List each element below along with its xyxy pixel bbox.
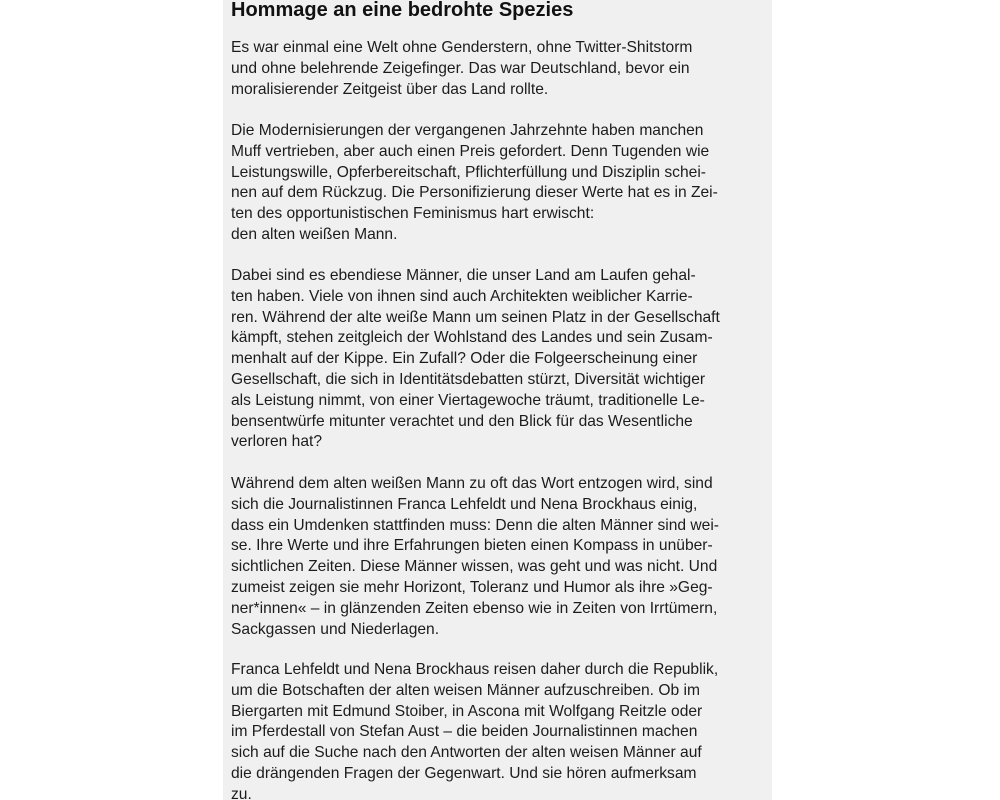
text-line: ten haben. Viele von ihnen sind auch Architekten weiblicher Karrie-	[231, 287, 693, 305]
text-line: dass ein Umdenken stattfinden muss: Denn die alten Männer sind wei-	[231, 516, 719, 534]
text-line: die drängenden Fragen der Gegenwart. Und sie hören aufmerksam	[231, 764, 697, 782]
paragraph-1	[231, 38, 692, 100]
text-line: ner*innen« – in glänzenden Zeiten ebenso wie in Zeiten von Irrtümern,	[231, 599, 718, 617]
text-line: verloren hat?	[231, 433, 323, 451]
text-line: ten des opportunistischen Feminismus hart erwischt:	[231, 205, 595, 223]
text-line: Während dem alten weißen Mann zu oft das Wort entzogen wird, sind	[231, 475, 713, 492]
text-line: Muff vertrieben, aber auch einen Preis gefordert. Denn Tugenden wie	[231, 142, 710, 160]
text-line: bensentwürfe mitunter verachtet und den Blick für das Wesentliche	[231, 412, 693, 430]
text-line: Sackgassen und Niederlagen.	[231, 620, 440, 638]
text-line: menhalt auf der Kippe. Ein Zufall? Oder die Folgeerscheinung einer	[231, 350, 698, 368]
paragraph-4	[231, 474, 719, 640]
paragraph-2	[231, 121, 718, 246]
text-line: sich auf die Suche nach den Antworten der alten weisen Männer auf	[231, 744, 702, 762]
text-line: zumeist zeigen sie mehr Horizont, Toleranz und Humor als ihre »Geg-	[231, 578, 713, 596]
text-line: um die Botschaften der alten weisen Männer aufzuschreiben. Ob im	[231, 681, 700, 699]
text-line: als Leistung nimmt, von einer Viertagewoche träumt, traditionelle Le-	[231, 391, 705, 409]
text-line: sich die Journalistinnen Franca Lehfeldt und Nena Brockhaus einig,	[231, 495, 698, 513]
text-line: kämpft, stehen zeitgleich der Wohlstand des Landes und sein Zusam-	[231, 329, 713, 347]
text-line: und ohne belehrende Zeigefinger. Das war Deutschland, bevor ein	[231, 59, 690, 77]
text-column	[223, 0, 772, 800]
text-line: den alten weißen Mann.	[231, 225, 398, 243]
text-line: se. Ihre Werte und ihre Erfahrungen bieten einen Kompass in unüber-	[231, 537, 713, 555]
text-line: nen auf dem Rückzug. Die Personifizierung dieser Werte hat es in Zei-	[231, 184, 718, 202]
text-line: im Pferdestall von Stefan Aust – die beiden Journalistinnen machen	[231, 723, 698, 741]
text-line: sichtlichen Zeiten. Diese Männer wissen, was geht und was nicht. Und	[231, 558, 718, 576]
text-line: Dabei sind es ebendiese Männer, die unser Land am Laufen gehal-	[231, 267, 696, 284]
paragraph-5	[231, 660, 718, 800]
text-line: Die Modernisierungen der vergangenen Jahrzehnte haben manchen	[231, 122, 704, 139]
text-line: Es war einmal eine Welt ohne Genderstern, ohne Twitter-Shitstorm	[231, 39, 693, 56]
text-line: Franca Lehfeldt und Nena Brockhaus reisen daher durch die Republik,	[231, 661, 719, 678]
text-line: moralisierender Zeitgeist über das Land rollte.	[231, 80, 549, 98]
text-line: Leistungswille, Opferbereitschaft, Pflichterfüllung und Disziplin schei-	[231, 163, 706, 181]
text-line: Biergarten mit Edmund Stoiber, in Ascona mit Wolfgang Reitzle oder	[231, 702, 703, 720]
text-line: ren. Während der alte weiße Mann um seinen Platz in der Gesellschaft	[231, 308, 720, 326]
text-line: Gesellschaft, die sich in Identitätsdebatten stürzt, Diversität wichtiger	[231, 370, 706, 388]
paragraph-3	[231, 266, 720, 453]
text-line: zu.	[231, 785, 252, 800]
page-title: Hommage an eine bedrohte Spezies	[231, 0, 574, 21]
